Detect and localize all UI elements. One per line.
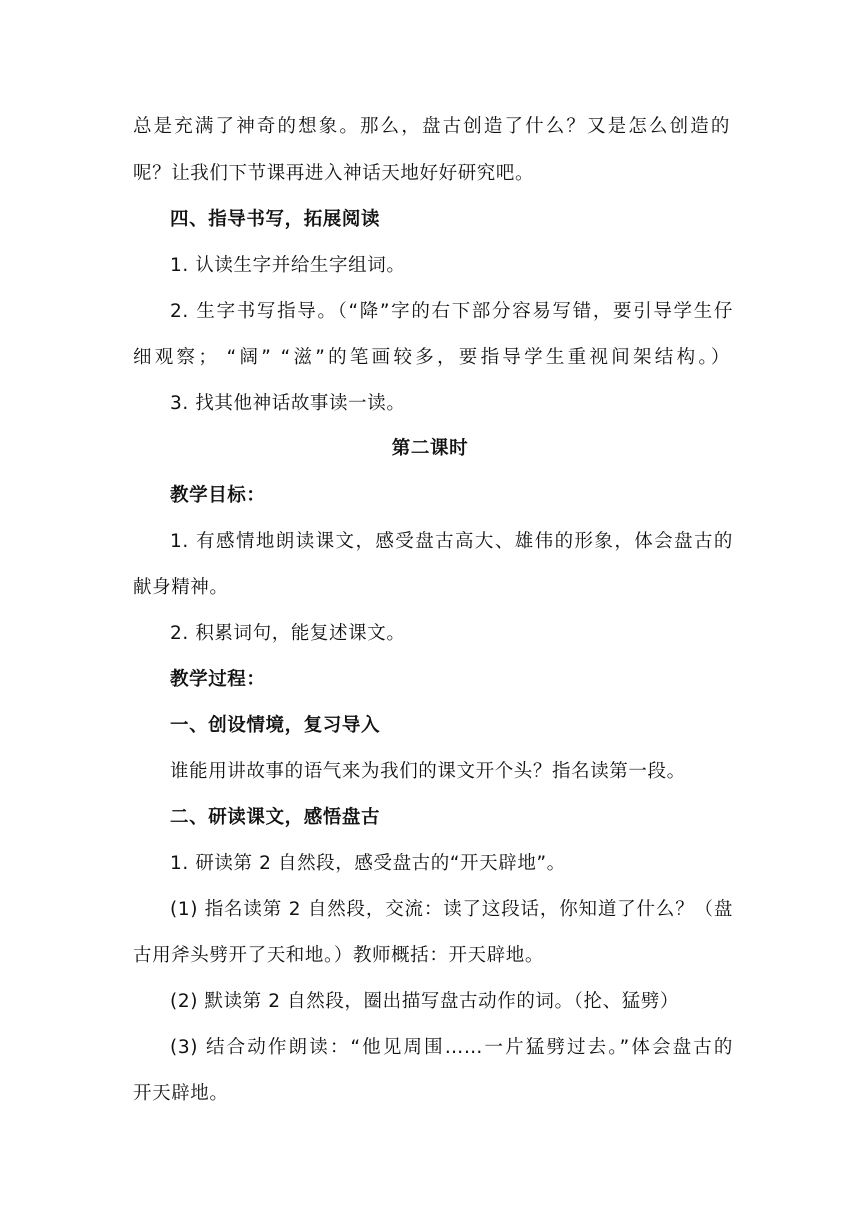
paragraph-line: 总是充满了神奇的想象。那么，盘古创造了什么？又是怎么创造的 bbox=[133, 116, 730, 137]
list-item: (2) 默读第 2 自然段，圈出描写盘古动作的词。（抡、猛劈） bbox=[170, 991, 679, 1012]
section-heading: 一、创设情境，复习导入 bbox=[170, 715, 381, 736]
paragraph-line: 献身精神。 bbox=[133, 577, 229, 598]
paragraph-line: 细观察； “阔” “滋”的笔画较多，要指导学生重视间架结构。） bbox=[133, 347, 730, 368]
list-item: (3) 结合动作朗读：“他见周围……一片猛劈过去。”体会盘古的 bbox=[170, 1037, 733, 1058]
section-heading: 教学过程： bbox=[170, 669, 266, 690]
section-heading: 四、指导书写，拓展阅读 bbox=[170, 209, 381, 230]
section-heading: 二、研读课文，感悟盘古 bbox=[170, 807, 381, 828]
list-item: 1. 认读生字并给生字组词。 bbox=[170, 255, 406, 276]
section-heading: 教学目标： bbox=[170, 485, 266, 506]
lesson-title: 第二课时 bbox=[391, 438, 469, 459]
paragraph-line: 谁能用讲故事的语气来为我们的课文开个头？指名读第一段。 bbox=[170, 761, 686, 782]
list-item: 1. 有感情地朗读课文，感受盘古高大、雄伟的形象，体会盘古的 bbox=[170, 531, 733, 552]
list-item: 1. 研读第 2 自然段，感受盘古的“开天辟地”。 bbox=[170, 853, 566, 874]
paragraph-line: 开天辟地。 bbox=[133, 1083, 229, 1104]
paragraph-line: 呢？让我们下节课再进入神话天地好好研究吧。 bbox=[133, 163, 535, 184]
list-item: (1) 指名读第 2 自然段，交流：读了这段话，你知道了什么？（盘 bbox=[170, 899, 733, 920]
list-item: 3. 找其他神话故事读一读。 bbox=[170, 393, 406, 414]
list-item: 2. 生字书写指导。（“降”字的右下部分容易写错，要引导学生仔 bbox=[170, 301, 733, 322]
paragraph-line: 古用斧头劈开了天和地。）教师概括：开天辟地。 bbox=[133, 945, 544, 966]
list-item: 2. 积累词句，能复述课文。 bbox=[170, 623, 406, 644]
